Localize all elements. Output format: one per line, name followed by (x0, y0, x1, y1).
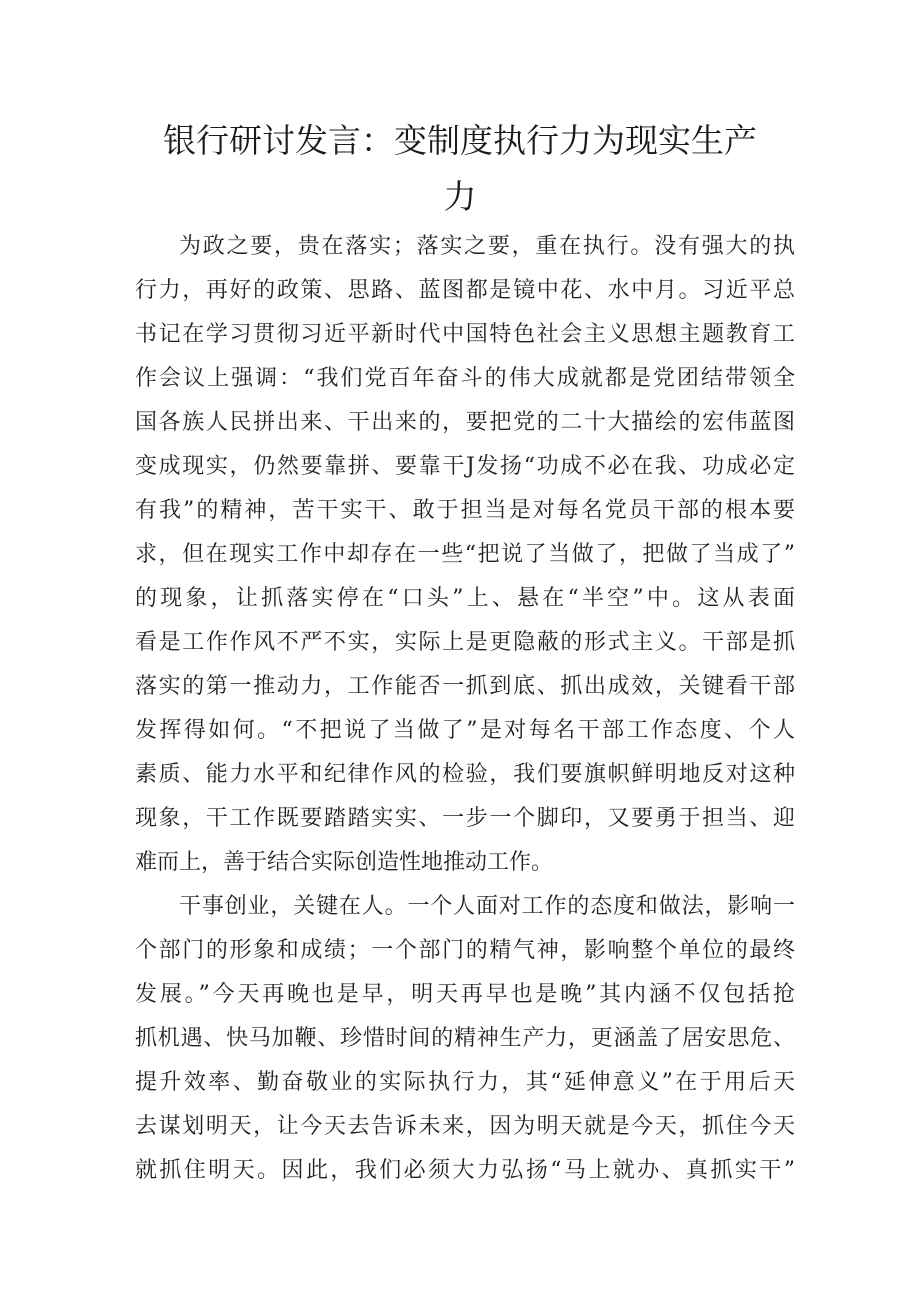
paragraph-2-line: 抓机遇、快马加鞭、珍惜时间的精神生产力，更涵盖了居安思危、 (135, 1026, 795, 1051)
paragraph-1-line: 落实的第一推动力，工作能否一抓到底、抓出成效，关键看干部 (135, 674, 795, 699)
paragraph-1-line: 有我”的精神，苦干实干、敢于担当是对每名党员干部的根本要 (135, 498, 795, 523)
paragraph-1-line: 现象，干工作既要踏踏实实、一步一个脚印，又要勇于担当、迎 (135, 806, 795, 831)
paragraph-1-line: 看是工作作风不严不实，实际上是更隐蔽的形式主义。干部是抓 (135, 630, 795, 655)
paragraph-1-line: 为政之要，贵在落实；落实之要，重在执行。没有强大的执 (179, 234, 795, 259)
paragraph-1-line: 的现象，让抓落实停在“口头”上、悬在“半空”中。这从表面 (135, 586, 795, 611)
paragraph-1-line: 行力，再好的政策、思路、蓝图都是镜中花、水中月。习近平总 (135, 278, 795, 303)
paragraph-1-line: 难而上，善于结合实际创造性地推动工作。 (135, 850, 554, 875)
paragraph-2-line: 个部门的形象和成绩；一个部门的精气神，影响整个单位的最终 (135, 938, 795, 963)
document-title-line-1: 银行研讨发言：变制度执行力为现实生产 (163, 121, 757, 160)
paragraph-2-line: 干事创业，关键在人。一个人面对工作的态度和做法，影响一 (179, 894, 795, 919)
paragraph-2-line: 提升效率、勤奋敬业的实际执行力，其“延伸意义”在于用后天 (135, 1070, 795, 1095)
paragraph-1-line: 变成现实，仍然要靠拼、要靠干J发扬“功成不必在我、功成必定 (135, 454, 795, 479)
paragraph-1-line: 国各族人民拼出来、干出来的，要把党的二十大描绘的宏伟蓝图 (135, 410, 795, 435)
paragraph-1-line: 素质、能力水平和纪律作风的检验，我们要旗帜鲜明地反对这种 (135, 762, 795, 787)
document-title-line-2: 力 (443, 177, 477, 216)
paragraph-2-line: 就抓住明天。因此，我们必须大力弘扬“马上就办、真抓实干” (135, 1158, 795, 1183)
paragraph-1-line: 书记在学习贯彻习近平新时代中国特色社会主义思想主题教育工 (135, 322, 795, 347)
paragraph-2-line: 去谋划明天，让今天去告诉未来，因为明天就是今天，抓住今天 (135, 1114, 795, 1139)
paragraph-1-line: 求，但在现实工作中却存在一些“把说了当做了，把做了当成了” (135, 542, 795, 567)
paragraph-1-line: 作会议上强调：“我们党百年奋斗的伟大成就都是党团结带领全 (135, 366, 795, 391)
paragraph-1-line: 发挥得如何。“不把说了当做了”是对每名干部工作态度、个人 (135, 718, 795, 743)
paragraph-2-line: 发展。”今天再晚也是早，明天再早也是晚”其内涵不仅包括抢 (135, 982, 795, 1007)
